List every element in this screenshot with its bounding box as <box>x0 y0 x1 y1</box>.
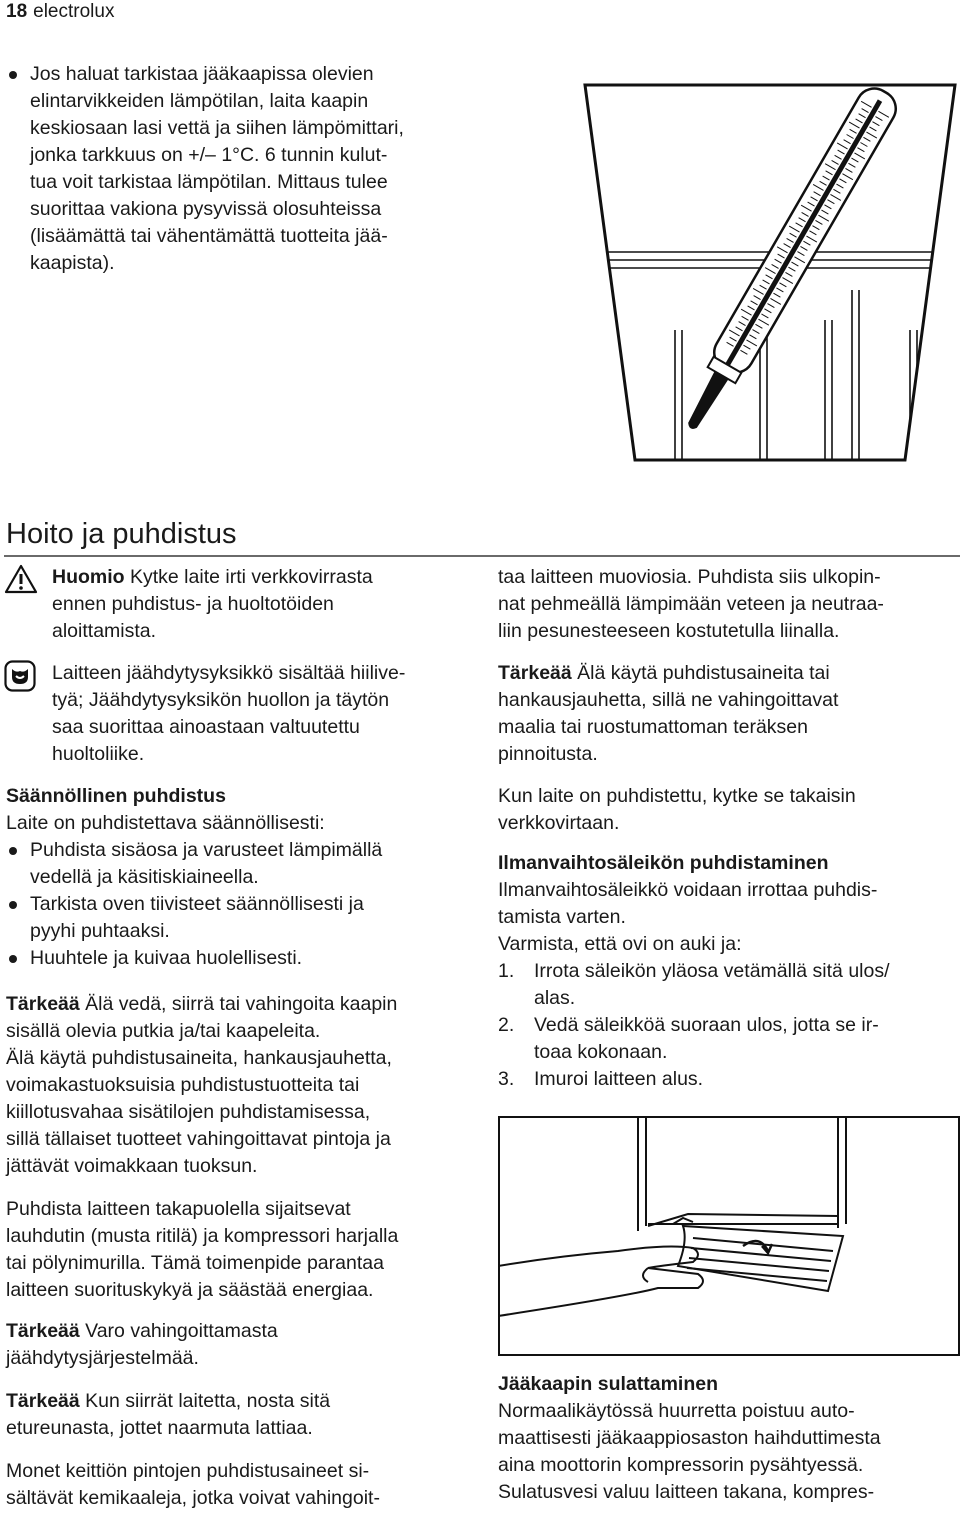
regular-cleaning-intro: Laite on puhdistettava säännöllisesti: <box>6 812 325 834</box>
intro-bullet: Jos haluat tarkistaa jääkaapissa olevien elintarvikkeiden lämpötilan, laita kaapin keskiosaan lasi vettä ja siihen lämpömittari, jonka tarkkuus on +/– 1°C. 6 tunnin kulut- tua voit tarkistaa lämpötilan. Mittaus tulee suorittaa vakiona pysyvissä olosuhteissa (lisäämättä tai vähentämättä tuotteita jää- kaapista). <box>6 61 476 277</box>
chemicals-paragraph: Monet keittiön pintojen puhdistusaineet si- sältävät kemikaaleja, jotka voivat vahingoit- <box>6 1460 380 1509</box>
thermometer-glass-illustration <box>580 80 960 470</box>
detergents-paragraph: Älä käytä puhdistusaineita, hankausjauhetta, voimakastuoksuisia puhdistustuotteita tai kiillotusvahaa sisätilojen puhdistamisessa, sillä tällaiset tuotteet vahingoittavat pintoja ja jättävät voimakkaan tuoksun. <box>6 1047 392 1177</box>
important-label: Tärkeää <box>498 662 572 684</box>
reconnect-paragraph: Kun laite on puhdistettu, kytke se takaisin verkkovirtaan. <box>498 785 856 834</box>
important-label: Tärkeää <box>6 1390 80 1412</box>
page-number: 18 <box>6 1 28 22</box>
environment-icon <box>4 660 36 692</box>
vent-cleaning-block: Ilmanvaihtosäleikön puhdistaminen Ilmanvaihtosäleikkö voidaan irrottaa puhdis- tamista varten. Varmista, että ovi on auki ja: 1. Irrota säleikön yläosa vetämällä sitä ulos/ alas. 2. Vedä säleikköä suoraan ulos, jotta se ir- toaa kokonaan. 3. Imuroi laitteen alus. <box>498 850 960 1093</box>
list-item: Tarkista oven tiivisteet säännöllisesti ja pyyhi puhtaaksi. <box>6 891 476 945</box>
important-pipes-note: Tärkeää Älä vedä, siirrä tai vahingoita kaapin sisällä olevia putkia ja/tai kaapeleita. <box>6 993 398 1042</box>
list-item: 3. Imuroi laitteen alus. <box>498 1068 704 1090</box>
important-label: Tärkeää <box>6 1320 80 1342</box>
important-moving-note: Tärkeää Kun siirrät laitetta, nosta sitä etureunasta, jottet naarmuta lattiaa. <box>6 1390 331 1439</box>
list-item: Puhdista sisäosa ja varusteet lämpimällä vedellä ja käsitiskiaineella. <box>6 837 476 891</box>
regular-cleaning-heading: Säännöllinen puhdistus <box>6 785 226 807</box>
vent-grille-illustration <box>498 1116 960 1356</box>
section-divider <box>4 555 960 557</box>
defrost-block: Jääkaapin sulattaminen Normaalikäytössä huurretta poistuu auto- maattisesti jääkaappiosaston haihduttimesta aina moottorin kompressorin pysähtyessä. Sulatusvesi valuu laitteen takana, kompres- <box>498 1371 960 1506</box>
regular-cleaning-block <box>6 783 476 972</box>
plastic-parts-paragraph: taa laitteen muoviosia. Puhdista siis ulkopin- nat pehmeällä lämpimään veteen ja neutraa- liin pesunesteeseen kostutetulla liinalla. <box>498 566 884 642</box>
important-paint-note: Tärkeää Älä käytä puhdistusaineita tai hankausjauhetta, sillä ne vahingoittavat maalia tai ruostumattoman teräksen pinnoitusta. <box>498 662 839 765</box>
warning-note: Huomio Kytke laite irti verkkovirrasta ennen puhdistus- ja huoltotöiden aloittamista. <box>52 566 373 642</box>
list-item: 1. Irrota säleikön yläosa vetämällä sitä ulos/ alas. <box>498 960 890 1009</box>
vent-cleaning-heading: Ilmanvaihtosäleikön puhdistaminen <box>498 852 829 874</box>
page-header <box>6 0 114 24</box>
warning-triangle-icon <box>4 564 38 594</box>
condenser-paragraph: Puhdista laitteen takapuolella sijaitsevat lauhdutin (musta ritilä) ja kompressori harjalla tai pölynimurilla. Tämä toimenpide parantaa laitteen suorituskykyä ja säästää energiaa. <box>6 1198 399 1301</box>
important-cooling-note: Tärkeää Varo vahingoittamasta jäähdytysjärjestelmää. <box>6 1320 278 1369</box>
defrost-heading: Jääkaapin sulattaminen <box>498 1373 719 1395</box>
list-item: Huuhtele ja kuivaa huolellisesti. <box>6 945 476 972</box>
vent-steps-list <box>498 958 960 1093</box>
warning-label: Huomio <box>52 566 125 588</box>
regular-cleaning-list <box>6 837 476 972</box>
brand-name: electrolux <box>33 1 115 22</box>
intro-list <box>6 61 476 277</box>
environment-note: Laitteen jäähdytysyksikkö sisältää hiilive- tyä; Jäähdytysyksikön huollon ja täytön saa suorittaa ainoastaan valtuutettu huoltoliike. <box>52 662 406 765</box>
important-label: Tärkeää <box>6 993 80 1015</box>
list-item: 2. Vedä säleikköä suoraan ulos, jotta se ir- toaa kokonaan. <box>498 1014 879 1063</box>
section-title: Hoito ja puhdistus <box>6 518 237 550</box>
